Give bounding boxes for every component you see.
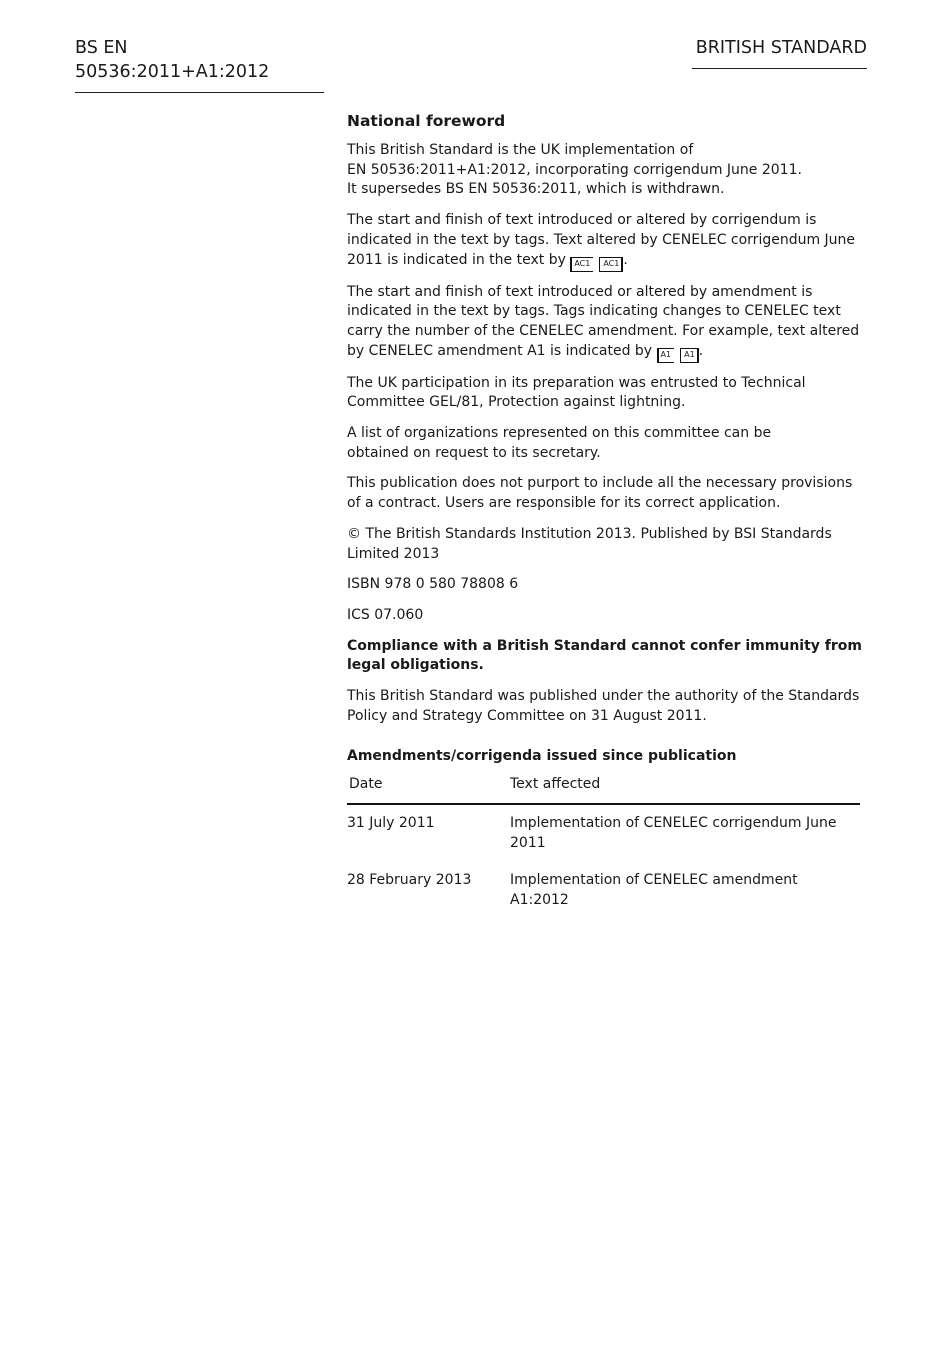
copyright-paragraph: © The British Standards Institution 2013. Published by BSI Standards Limited 2013 xyxy=(347,525,832,562)
corrigendum-open-tag: AC1 xyxy=(570,257,593,272)
amendment-period: . xyxy=(698,342,704,359)
organizations-line-1: A list of organizations represented on this committee can be xyxy=(347,425,772,442)
table-row xyxy=(347,804,860,862)
isbn: ISBN 978 0 580 78808 6 xyxy=(347,576,519,593)
amendment-date: 31 July 2011 xyxy=(347,815,435,832)
corrigendum-close-tag: AC1 xyxy=(599,257,623,272)
amendments-title: Amendments/corrigenda issued since publication xyxy=(347,748,737,765)
corrigendum-paragraph xyxy=(347,211,867,271)
amendments-header-row xyxy=(347,774,860,804)
standard-label: BRITISH STANDARD xyxy=(692,36,867,69)
publication-authority: This British Standard was published under the authority of the Standards Policy and Strategy Committee on 31 August 2011. xyxy=(347,688,860,724)
national-foreword xyxy=(347,110,867,919)
amendment-open-tag: A1 xyxy=(657,348,675,363)
amendment-text-affected: Implementation of CENELEC amendment A1:2012 xyxy=(510,872,798,909)
implementation-line-3: It supersedes BS EN 50536:2011, which is withdrawn. xyxy=(347,181,725,198)
implementation-paragraph xyxy=(347,141,867,200)
implementation-line-2: EN 50536:2011+A1:2012, incorporating corrigendum June 2011. xyxy=(347,161,802,178)
compliance-notice: Compliance with a British Standard cannot confer immunity from legal obligations. xyxy=(347,637,862,674)
amendment-paragraph xyxy=(347,283,867,363)
amendments-table xyxy=(347,774,860,919)
amendment-text-affected: Implementation of CENELEC corrigendum June 2011 xyxy=(510,815,837,852)
document-id: BS EN 50536:2011+A1:2012 xyxy=(75,36,324,93)
implementation-line-1: This British Standard is the UK implementation of xyxy=(347,142,694,158)
corrigendum-text: The start and finish of text introduced or altered by corrigendum is indicated in the text by tags. Text altered by CENELEC corrigendum June 2011 is indicated in the text by xyxy=(347,212,856,268)
committee-paragraph: The UK participation in its preparation was entrusted to Technical Committee GEL/81, Protection against lightning. xyxy=(347,374,806,411)
organizations-paragraph xyxy=(347,424,867,463)
column-header-text-affected: Text affected xyxy=(510,774,860,804)
organizations-line-2: obtained on request to its secretary. xyxy=(347,444,601,461)
ics-code: ICS 07.060 xyxy=(347,606,424,623)
amendment-date: 28 February 2013 xyxy=(347,872,472,889)
foreword-title: National foreword xyxy=(347,112,506,130)
provisions-paragraph: This publication does not purport to include all the necessary provisions of a contract. Users are responsible for its correct application. xyxy=(347,475,853,512)
table-row xyxy=(347,862,860,919)
column-header-date: Date xyxy=(347,774,510,804)
amendment-close-tag: A1 xyxy=(680,348,699,363)
amendment-text: The start and finish of text introduced or altered by amendment is indicated in the text by tags. Tags indicating changes to CENELEC text carry the number of the CENELEC amendment. For example, text altered by CENELEC amendment A1 is indicated by xyxy=(347,283,860,359)
corrigendum-period: . xyxy=(623,251,628,268)
